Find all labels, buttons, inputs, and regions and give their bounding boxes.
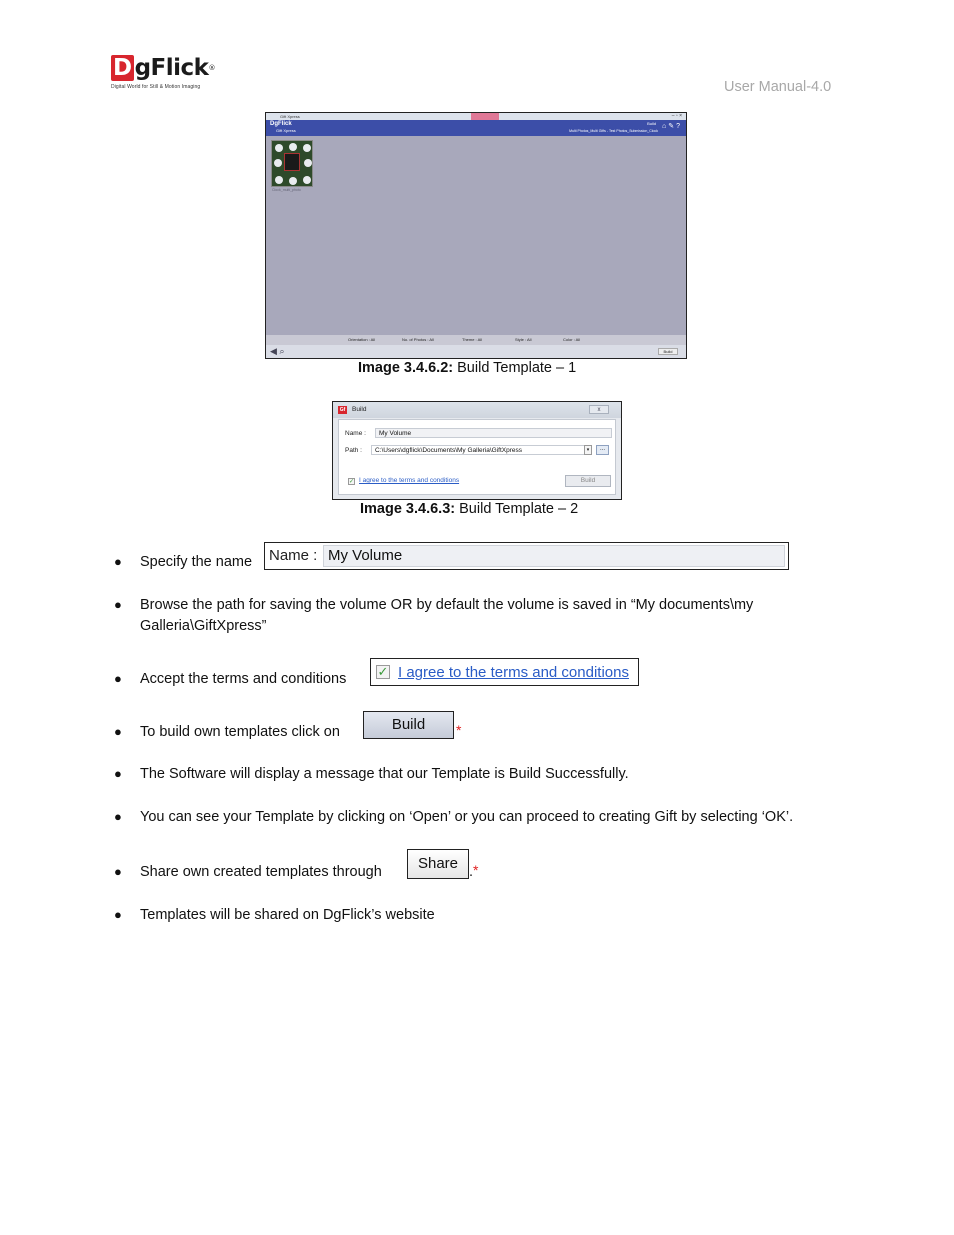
window-titlebar: [266, 113, 686, 120]
name-field-crop: [264, 542, 789, 570]
path-label: Path :: [345, 447, 362, 454]
caption-build-template-1: [358, 360, 576, 376]
bullet-browse-path: Browse the path for saving the volume OR by default the volume is saved in “My documents\my Galleria\GiftXpress”: [140, 597, 754, 634]
caption-number: Image 3.4.6.2:: [358, 360, 454, 376]
browse-button[interactable]: ...: [596, 445, 609, 455]
period: .: [469, 864, 474, 880]
bullet-dot: ●: [114, 766, 122, 781]
bullet-build-templates: To build own templates click on: [140, 724, 340, 740]
flower-icon: [275, 176, 283, 184]
logo-wordmark: D gFlick®: [113, 55, 215, 81]
share-button[interactable]: Share: [407, 849, 469, 879]
app-header: [266, 120, 686, 136]
clock-icon: [284, 153, 300, 171]
bottom-bar: [266, 345, 686, 358]
bullet-accept-terms: Accept the terms and conditions: [140, 671, 347, 687]
tools-icon[interactable]: ✎: [668, 123, 677, 130]
flower-icon: [303, 176, 311, 184]
dialog-titlebar: [333, 402, 621, 418]
app-icon: Gf: [339, 407, 346, 413]
zoom-icon[interactable]: ⌕: [279, 346, 285, 356]
name-label: Name :: [269, 547, 318, 564]
name-field[interactable]: My Volume: [323, 545, 785, 567]
chevron-down-icon[interactable]: ▾: [584, 445, 592, 455]
bullet-dot: ●: [114, 597, 122, 612]
dialog-panel: [338, 419, 616, 495]
bullet-dot: ●: [114, 907, 122, 922]
bullet-specify-name: Specify the name: [140, 554, 253, 570]
thumbnail-label: Clock_multi_photo: [272, 188, 301, 192]
app-product: Gift Xpress: [276, 128, 296, 133]
caption-text: Build Template – 2: [455, 501, 579, 517]
caption-build-template-2: [360, 501, 578, 517]
build-button[interactable]: Build: [658, 348, 678, 355]
header-icons: [662, 123, 682, 131]
close-icon[interactable]: x: [589, 405, 609, 414]
asterisk: *: [473, 862, 479, 878]
bullet-dot: ●: [114, 809, 122, 824]
caption-number: Image 3.4.6.3:: [360, 501, 456, 517]
caption-text: Build Template – 1: [453, 360, 577, 376]
filter-bar: [266, 335, 686, 345]
path-field[interactable]: C:\Users\dgflick\Documents\My Galleria\GiftXpress: [371, 445, 592, 455]
bullet-dot: ●: [114, 554, 122, 569]
name-label: Name :: [345, 430, 366, 437]
filter-style[interactable]: Style : All: [515, 337, 532, 342]
bottom-nav: [270, 346, 284, 356]
bullet-dot: ●: [114, 864, 122, 879]
bullet-open-or-ok: You can see your Template by clicking on ‘Open’ or you can proceed to creating Gift by selecting ‘OK’.: [140, 809, 794, 825]
help-icon[interactable]: ?: [676, 123, 682, 130]
template-thumbnail[interactable]: [271, 140, 313, 187]
flower-icon: [274, 159, 282, 167]
flower-icon: [289, 177, 297, 185]
window-title: Gift Xpress: [280, 114, 300, 119]
dialog-build-button[interactable]: Build: [565, 475, 611, 487]
logo-tagline: Digital World for Still & Motion Imaging: [111, 84, 201, 90]
dialog-title: Build: [352, 406, 367, 413]
agree-checkbox[interactable]: ✓: [377, 664, 389, 679]
bullet-dot: ●: [114, 724, 122, 739]
agree-checkbox[interactable]: ✓: [349, 479, 355, 485]
filter-orientation[interactable]: Orientation : All: [348, 337, 376, 342]
agree-crop: [370, 658, 639, 686]
app-brand: DgFlick: [270, 121, 292, 127]
back-arrow-icon[interactable]: ◀: [270, 346, 277, 356]
bullet-dot: ●: [114, 671, 122, 686]
flower-icon: [275, 144, 283, 152]
header-path: Multi Photos_Multi Gifts - Test Photos_Submission_Clock: [569, 129, 658, 133]
name-field[interactable]: My Volume: [375, 428, 612, 438]
window-controls: – ▫ ×: [671, 113, 682, 119]
screenshot-build-template-1: [265, 112, 687, 359]
home-icon[interactable]: ⌂: [661, 123, 669, 130]
bullet-share-templates: Share own created templates through: [140, 864, 382, 880]
dgflick-logo: [111, 55, 221, 95]
agree-link[interactable]: I agree to the terms and conditions: [359, 477, 460, 484]
flower-icon: [304, 159, 312, 167]
build-button[interactable]: Build: [363, 711, 454, 739]
asterisk: *: [456, 722, 462, 738]
active-tab-marker: [471, 113, 499, 120]
filter-theme[interactable]: Theme : All: [462, 337, 483, 342]
agree-link[interactable]: I agree to the terms and conditions: [398, 664, 629, 681]
header-build-label: Build: [647, 121, 656, 126]
filter-photos[interactable]: No. of Photos : All: [402, 337, 434, 342]
bullet-shared-website: Templates will be shared on DgFlick’s website: [140, 907, 435, 923]
bullet-build-success: The Software will display a message that our Template is Build Successfully.: [140, 766, 629, 782]
filter-color[interactable]: Color : All: [563, 337, 581, 342]
screenshot-build-dialog: [332, 401, 622, 500]
manual-version: User Manual-4.0: [724, 79, 832, 95]
flower-icon: [289, 143, 297, 151]
flower-icon: [303, 144, 311, 152]
